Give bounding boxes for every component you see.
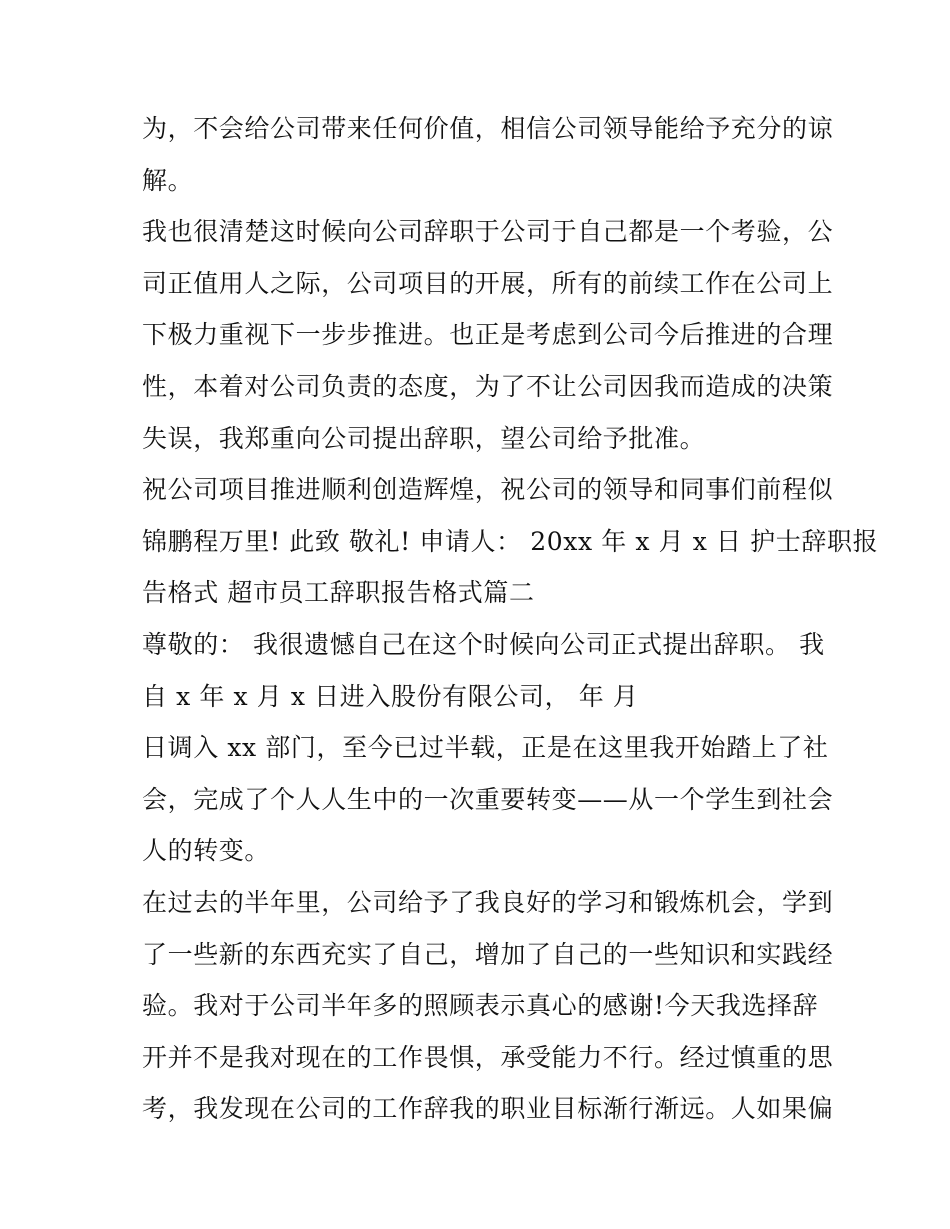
text-line-3: 我也很清楚这时候向公司辞职于公司于自己都是一个考验，公 xyxy=(142,217,834,247)
text-line-5: 下极力重视下一步步推进。也正是考虑到公司今后推进的合理 xyxy=(142,320,834,350)
text-line-14: 会，完成了个人人生中的一次重要转变——从一个学生到社会 xyxy=(142,784,834,814)
text-line-10: 告格式 超市员工辞职报告格式篇二 xyxy=(142,578,535,608)
text-line-8: 祝公司项目推进顺利创造辉煌，祝公司的领导和同事们前程似 xyxy=(142,475,834,505)
document-body xyxy=(142,103,879,1135)
text-line-7: 失误，我郑重向公司提出辞职，望公司给予批准。 xyxy=(142,423,706,453)
text-line-17: 了一些新的东西充实了自己，增加了自己的一些知识和实践经 xyxy=(142,939,834,969)
text-line-6: 性，本着对公司负责的态度，为了不让公司因我而造成的决策 xyxy=(142,371,834,401)
text-line-13: 日调入 xx 部门，至今已过半载，正是在这里我开始踏上了社 xyxy=(142,733,829,763)
text-line-16: 在过去的半年里，公司给予了我良好的学习和锻炼机会，学到 xyxy=(142,887,834,917)
text-line-2: 解。 xyxy=(142,165,194,195)
text-line-11: 尊敬的： 我很遗憾自己在这个时候向公司正式提出辞职。 我 xyxy=(142,629,825,659)
text-line-15: 人的转变。 xyxy=(142,836,271,866)
text-line-20: 考，我发现在公司的工作辞我的职业目标渐行渐远。人如果偏 xyxy=(142,1094,834,1124)
text-line-18: 验。我对于公司半年多的照顾表示真心的感谢!今天我选择辞 xyxy=(142,991,819,1021)
text-line-19: 开并不是我对现在的工作畏惧，承受能力不行。经过慎重的思 xyxy=(142,1042,834,1072)
text-line-9: 锦鹏程万里! 此致 敬礼! 申请人： 20xx 年 x 月 x 日 护士辞职报 xyxy=(142,526,879,556)
text-line-1: 为，不会给公司带来任何价值，相信公司领导能给予充分的谅 xyxy=(142,114,834,143)
text-line-12: 自 x 年 x 月 x 日进入股份有限公司， 年 月 xyxy=(142,681,639,711)
text-line-4: 司正值用人之际，公司项目的开展，所有的前续工作在公司上 xyxy=(142,268,834,298)
